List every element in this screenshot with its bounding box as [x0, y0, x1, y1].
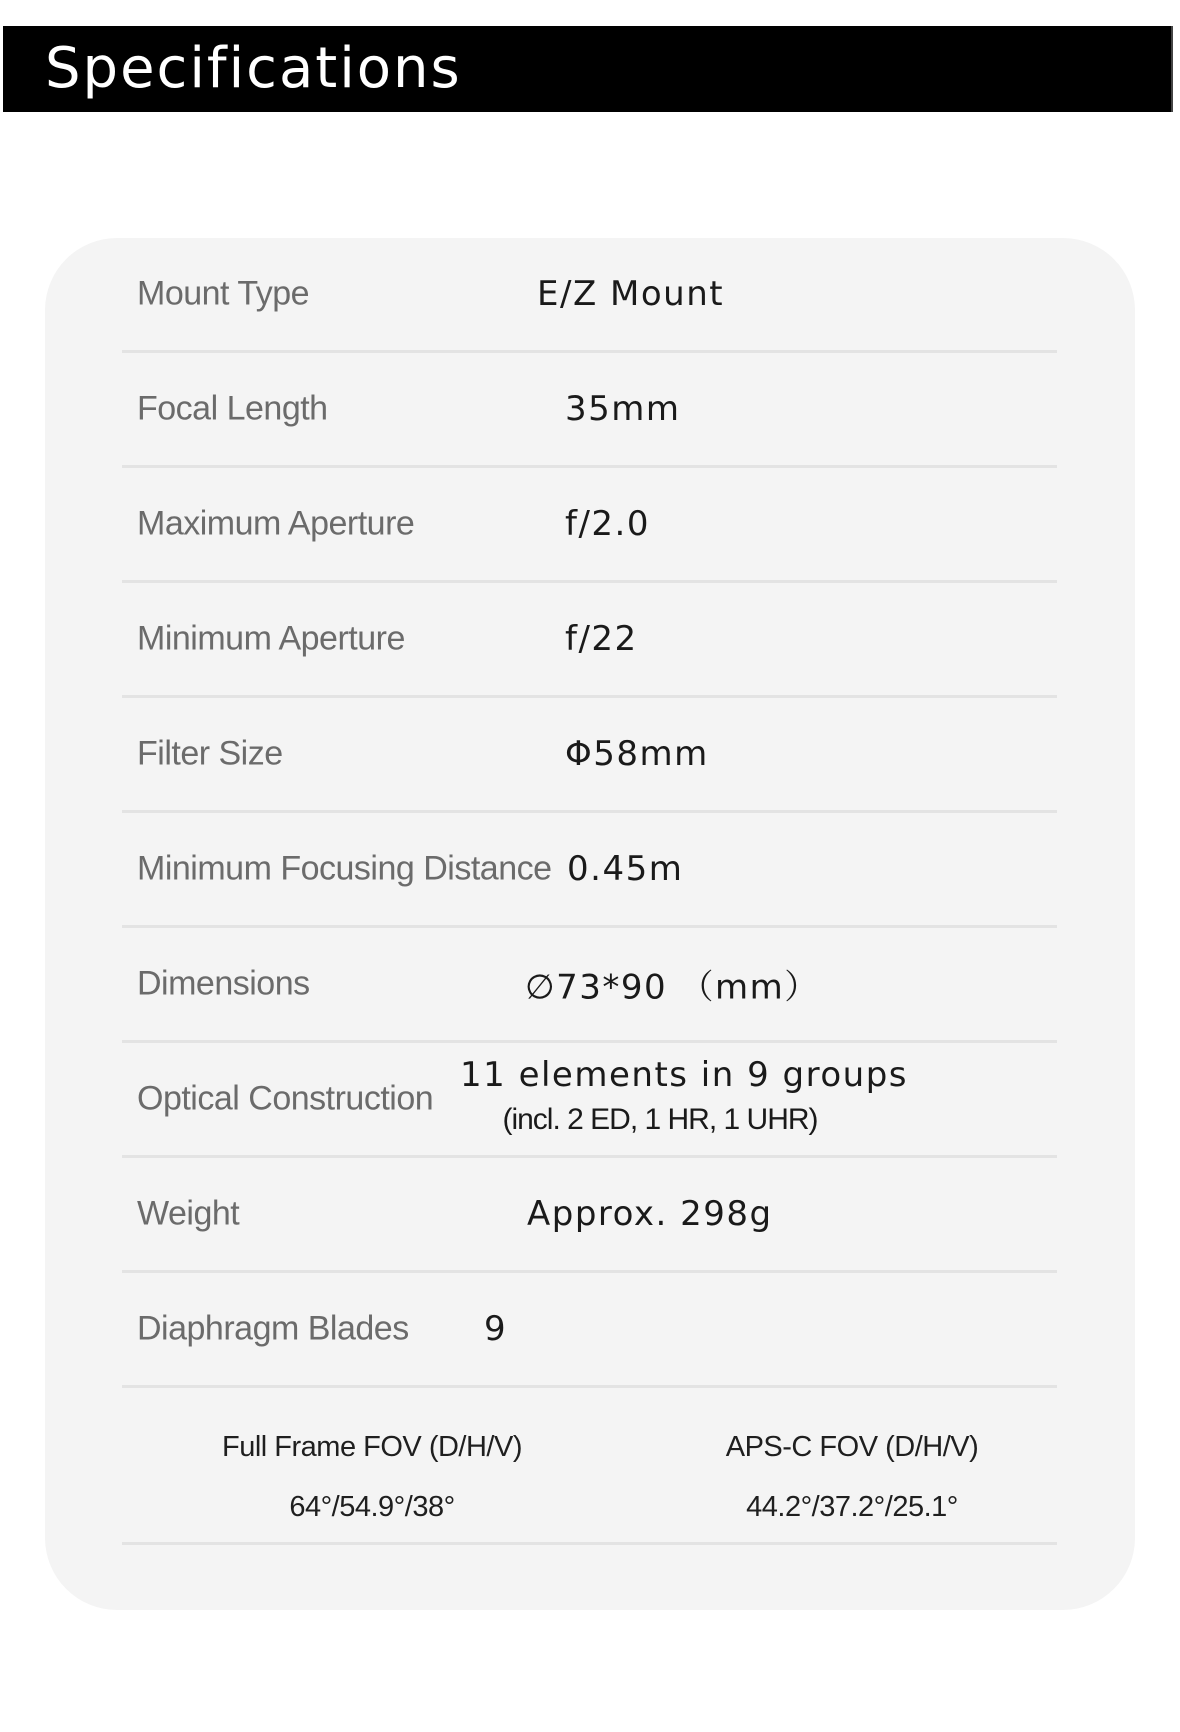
- spec-label: Optical Construction: [137, 1079, 434, 1118]
- header-bar: [3, 26, 1173, 112]
- specifications-card: [45, 238, 1135, 1610]
- spec-row-focal-length: [122, 353, 1057, 468]
- spec-row-weight: [122, 1158, 1057, 1273]
- spec-label: Maximum Aperture: [137, 504, 415, 543]
- spec-value: 9: [484, 1309, 508, 1349]
- fov-aps-c: [642, 1427, 1062, 1527]
- spec-label: Weight: [137, 1194, 240, 1233]
- fov-full-frame-value: 64°/54.9°/38°: [289, 1491, 455, 1523]
- spec-value: Φ58mm: [565, 734, 709, 774]
- spec-label: Minimum Focusing Distance: [137, 849, 552, 888]
- fov-full-frame-title: Full Frame FOV (D/H/V): [222, 1431, 522, 1463]
- spec-row-minimum-aperture: [122, 583, 1057, 698]
- spec-value: f/2.0: [565, 504, 650, 544]
- spec-row-filter-size: [122, 698, 1057, 813]
- spec-label: Focal Length: [137, 389, 328, 428]
- spec-value-note: (incl. 2 ED, 1 HR, 1 UHR): [502, 1103, 818, 1136]
- spec-value: 35mm: [565, 389, 681, 429]
- fov-full-frame: [162, 1427, 582, 1527]
- spec-label: Minimum Aperture: [137, 619, 405, 658]
- spec-label: Mount Type: [137, 274, 310, 313]
- spec-value: 11 elements in 9 groups: [460, 1055, 908, 1095]
- spec-label: Filter Size: [137, 734, 283, 773]
- fov-aps-c-title: APS-C FOV (D/H/V): [725, 1431, 979, 1463]
- page-title: Specifications: [45, 36, 462, 101]
- spec-value-group: [460, 1051, 908, 1141]
- spec-row-minimum-focusing-distance: [122, 813, 1057, 928]
- fov-row: [122, 1413, 1057, 1545]
- spec-value: f/22: [565, 619, 638, 659]
- spec-row-maximum-aperture: [122, 468, 1057, 583]
- spec-value: Approx. 298g: [527, 1194, 773, 1234]
- spec-value: E/Z Mount: [537, 274, 725, 314]
- spec-value: 0.45m: [567, 849, 684, 889]
- spec-row-optical-construction: [122, 1043, 1057, 1158]
- spec-row-diaphragm-blades: [122, 1273, 1057, 1388]
- fov-aps-c-value: 44.2°/37.2°/25.1°: [746, 1491, 958, 1523]
- spec-row-mount-type: [122, 238, 1057, 353]
- spec-label: Dimensions: [137, 964, 310, 1003]
- spec-row-dimensions: [122, 928, 1057, 1043]
- spec-label: Diaphragm Blades: [137, 1309, 409, 1348]
- spec-value: ∅73*90 （mm）: [525, 967, 820, 1008]
